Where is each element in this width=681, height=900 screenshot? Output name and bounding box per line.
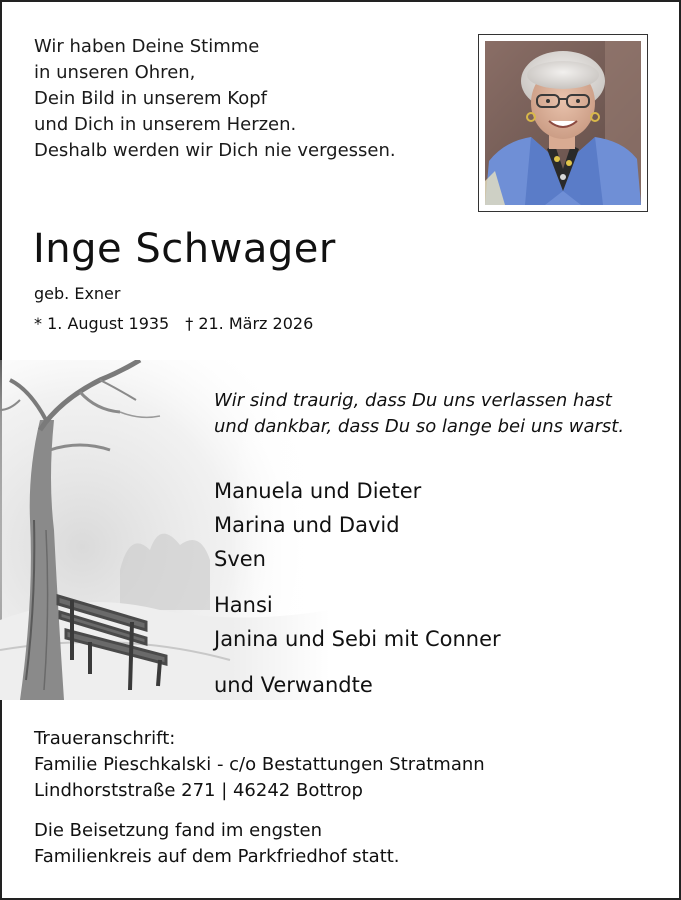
mourners-list: [214, 474, 501, 702]
portrait-photo: [478, 34, 648, 212]
death-date: † 21. März 2026: [185, 314, 314, 333]
life-dates: [34, 314, 313, 333]
burial-line: Familienkreis auf dem Parkfriedhof statt.: [34, 846, 400, 867]
poem-line: Wir haben Deine Stimme: [34, 36, 260, 57]
burial-line: Die Beisetzung fand im engsten: [34, 820, 323, 841]
poem-line: Deshalb werden wir Dich nie vergessen.: [34, 140, 396, 161]
address-line: Lindhorststraße 271 | 46242 Bottrop: [34, 780, 363, 801]
mourner-name: Manuela und Dieter: [214, 479, 422, 503]
mourner-name: Hansi: [214, 593, 273, 617]
burial-notice: [34, 818, 400, 870]
quote: [214, 388, 624, 440]
poem-line: und Dich in unserem Herzen.: [34, 114, 297, 135]
quote-line: Wir sind traurig, dass Du uns verlassen hast: [214, 390, 612, 411]
birth-date: * 1. August 1935: [34, 314, 170, 333]
mourner-name: Marina und David: [214, 513, 400, 537]
mourner-name: Janina und Sebi mit Conner: [214, 627, 501, 651]
address-line: Traueranschrift:: [34, 728, 176, 749]
mourning-address: [34, 726, 485, 804]
mourner-name: und Verwandte: [214, 673, 373, 697]
mourner-name: Sven: [214, 547, 266, 571]
poem-line: in unseren Ohren,: [34, 62, 196, 83]
maiden-name: geb. Exner: [34, 284, 121, 303]
poem: [34, 34, 396, 164]
quote-line: und dankbar, dass Du so lange bei uns warst.: [214, 416, 625, 437]
poem-line: Dein Bild in unserem Kopf: [34, 88, 267, 109]
address-line: Familie Pieschkalski - c/o Bestattungen Stratmann: [34, 754, 485, 775]
deceased-name: Inge Schwager: [33, 226, 336, 272]
portrait-photo-icon: [485, 41, 641, 205]
